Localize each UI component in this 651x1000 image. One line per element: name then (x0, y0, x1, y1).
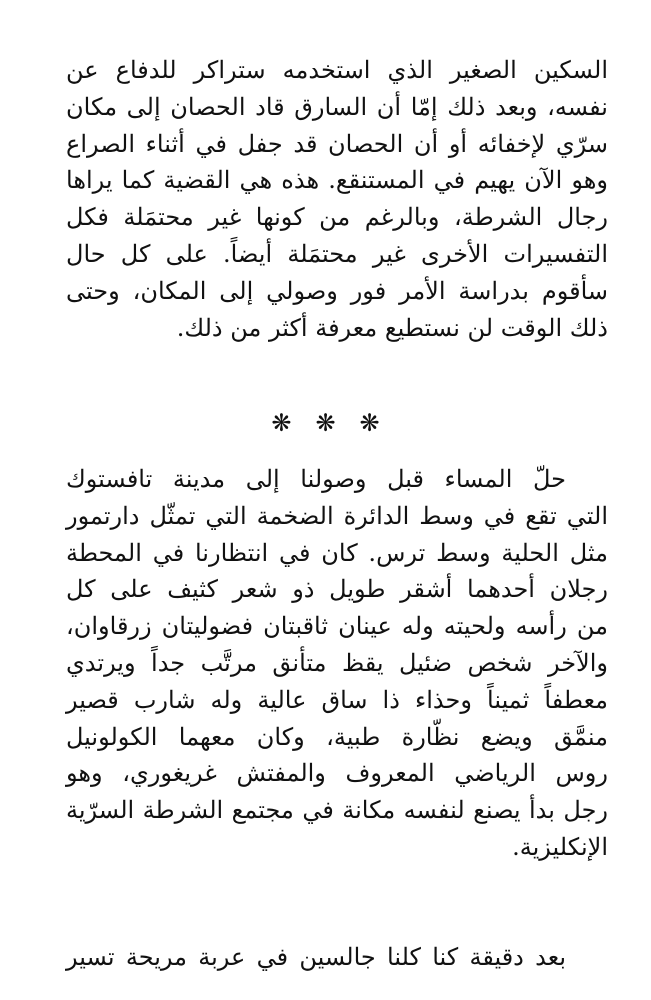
text-line: وهو الآن يهيم في المستنقع. هذه هي القضية كما يراها (66, 166, 608, 195)
text-line: الإنكليزية. (512, 832, 608, 861)
text-line: رجل بدأ يصنع لنفسه مكانة في مجتمع الشرطة السرّية (66, 796, 608, 825)
text-line: السكين الصغير الذي استخدمه ستراكر للدفاع عن (66, 56, 608, 84)
text-line: رجلان أحدهما أشقر طويل ذو شعر كثيف على كل (66, 575, 608, 604)
text-line: والآخر شخص ضئيل يقظ متأنق مرتَّب جداً ويرتدي (66, 648, 608, 677)
text-line: التي تقع في وسط الدائرة الضخمة التي تمثّل دارتمور (66, 501, 608, 530)
text-line: نفسه، وبعد ذلك إمّا أن السارق قاد الحصان إلى مكان (66, 92, 608, 121)
text-line: رجال الشرطة، وبالرغم من كونها غير محتمَلة فكل (66, 203, 608, 232)
paragraph-3 (66, 939, 608, 976)
text-line: مثل الحلية وسط ترس. كان في انتظارنا في المحطة (66, 538, 608, 567)
text-line: من رأسه ولحيته وله عينان ثاقبتان فضوليتان زرقاوان، (66, 612, 608, 641)
text-line: معطفاً ثميناً وحذاء ذا ساق عالية وله شارب قصير (66, 685, 608, 714)
text-line: التفسيرات الأخرى غير محتمَلة أيضاً. على كل حال (66, 239, 608, 268)
section-separator: ❋❋❋ (271, 409, 404, 437)
text-line: سأقوم بدراسة الأمر فور وصولي إلى المكان، وحتى (66, 276, 608, 305)
text-line: بعد دقيقة كنا كلنا جالسين في عربة مريحة تسير (66, 943, 566, 971)
text-line: منمَّق ويضع نظّارة طبية، وكان معهما الكولونيل (66, 722, 608, 751)
text-line: روس الرياضي المعروف والمفتش غريغوري، وهو (66, 759, 608, 788)
text-line: سرّي لإخفائه أو أن الحصان قد جفل في أثناء الصراع (66, 129, 608, 158)
text-line: ذلك الوقت لن نستطيع معرفة أكثر من ذلك. (176, 313, 608, 342)
paragraph-2 (66, 461, 608, 866)
paragraph-1 (66, 52, 608, 346)
text-line: حلّ المساء قبل وصولنا إلى مدينة تافستوك (66, 465, 566, 493)
